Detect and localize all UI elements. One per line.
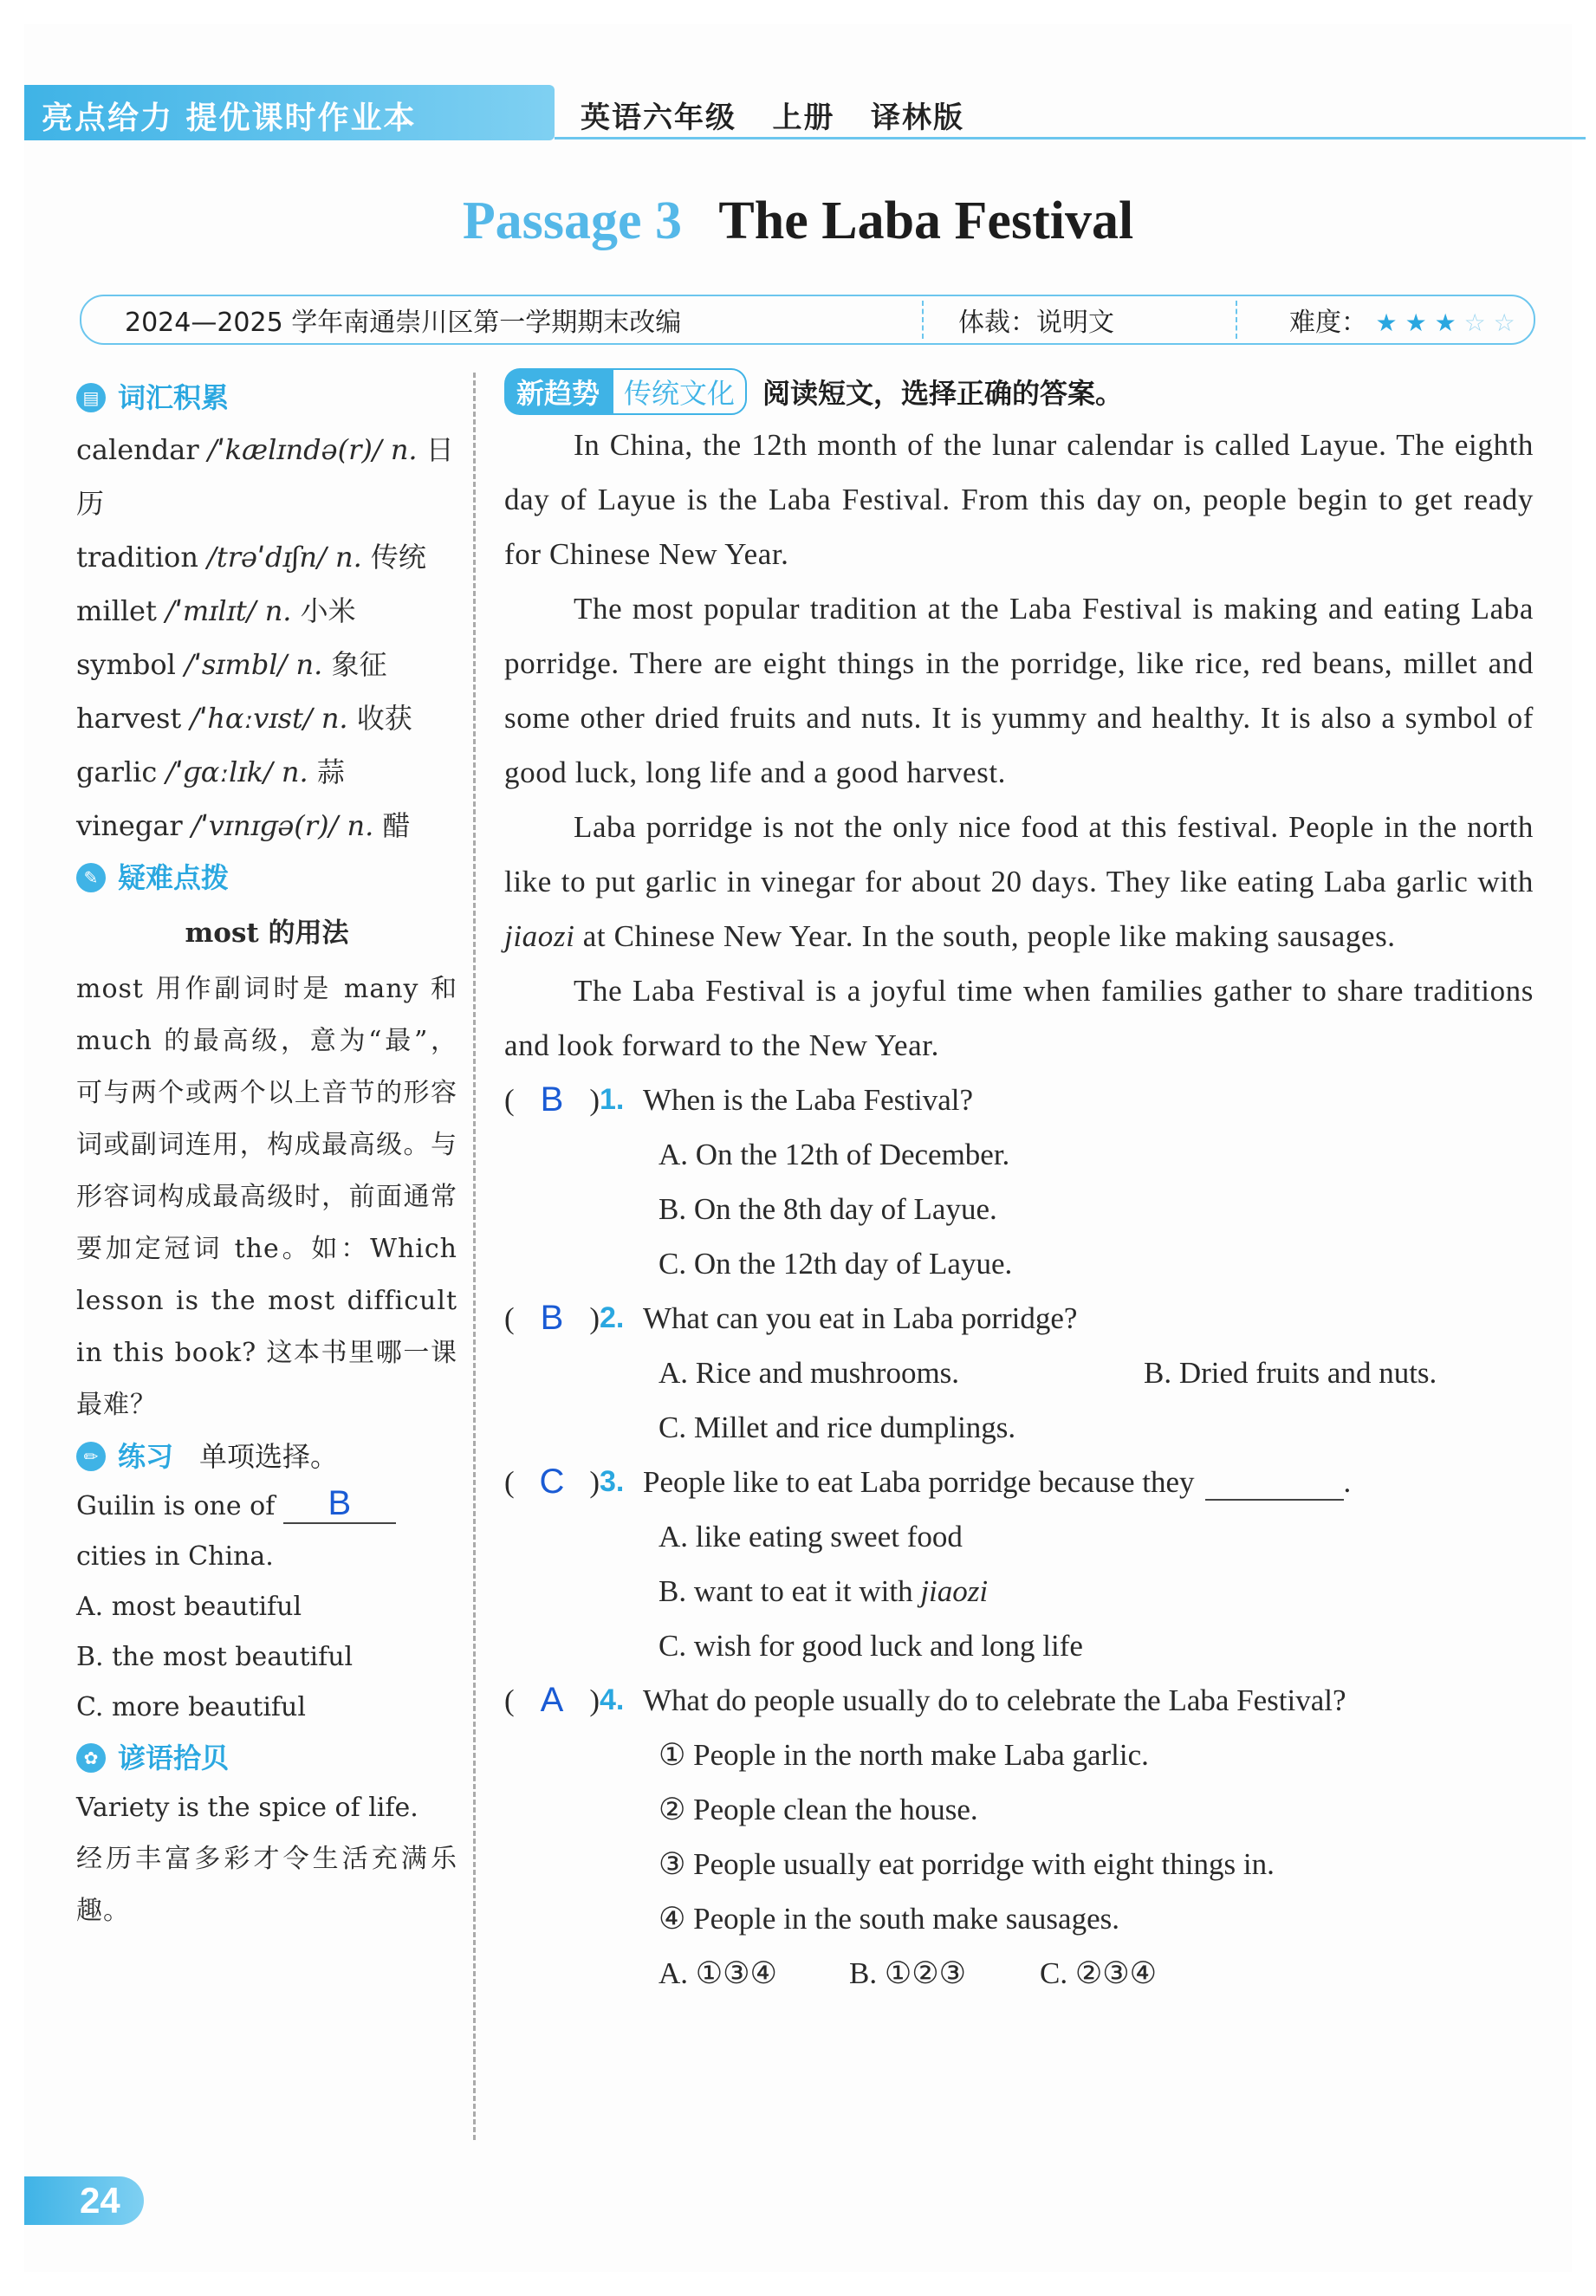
question-number: 1. [600,1083,625,1116]
question-number: 4. [600,1683,625,1716]
vocab-word: tradition [76,541,198,574]
practice-stem-before: Guilin is one of [76,1491,276,1521]
header-brand: 亮点给力 提优课时作业本 [42,101,417,136]
italic-word: jiaozi [920,1574,989,1608]
vocab-pos: n. [390,433,418,466]
practice-option: C. more beautiful [76,1692,306,1722]
vocab-meaning: 小米 [300,594,356,627]
question-list [504,1073,1534,2001]
answer-blank [1205,1464,1344,1501]
vocab-word: symbol [76,648,176,681]
tips-heading [76,853,457,903]
column-divider [473,373,476,2140]
tips-subtitle: most 的用法 [185,918,349,949]
answer-option: A. ①③④ [659,1956,777,1990]
proverb-heading-label: 谚语拾贝 [118,1741,230,1774]
passage-paragraph: The Laba Festival is a joyful time when families gather to share traditions and look forward to the New Year. [504,974,1534,1062]
option-row [504,1946,1534,2001]
vocab-meaning: 日历 [76,433,454,520]
answer-option: B. want to eat it with jiaozi [659,1574,989,1608]
question [504,1455,1534,1673]
page-title [0,191,1596,252]
header-rule [555,137,1586,139]
star-filled-icon: ★ [1375,308,1405,337]
answer-bracket: ( A ) [504,1673,600,1728]
tips-heading-label: 疑难点拨 [118,861,230,894]
reading-column [504,366,1534,2001]
reading-instruction: 阅读短文，选择正确的答案。 [762,377,1124,410]
star-empty-icon: ☆ [1493,308,1515,337]
question [504,1073,1534,1291]
difficulty-stars [1376,308,1515,338]
answer-option: C. ②③④ [1040,1956,1157,1990]
answer-option: C. On the 12th day of Layue. [659,1247,1013,1281]
answer-option: C. Millet and rice dumplings. [659,1411,1016,1444]
question-stem: When is the Laba Festival? [643,1083,973,1117]
answer-mark: B [540,1080,564,1119]
practice-stem [76,1482,457,1582]
practice-option: A. most beautiful [76,1592,302,1622]
tag-topic: 传统文化 [612,368,747,415]
option-row [504,1346,1534,1400]
answer-mark: C [539,1463,565,1501]
vocab-word: garlic [76,756,158,788]
answer-bracket: ( C ) [504,1455,600,1509]
answer-option: C. wish for good luck and long life [659,1629,1083,1663]
question-statement: ③ People usually eat porridge with eight things in. [659,1847,1275,1881]
page-number: 24 [80,2180,120,2221]
vocab-item [76,584,457,638]
passage-paragraph: The most popular tradition at the Laba Festival is making and eating Laba porridge. There are eight things in the porridge, like rice, red beans, millet and some other dried fruits and nuts. It is yummy and healthy. It is also a symbol of good luck, long life and a good harvest. [504,592,1534,789]
question [504,1291,1534,1455]
difficulty-label: 难度： [1289,308,1367,338]
vocab-word: harvest [76,702,182,735]
header-subject: 英语六年级 上册 译林版 [581,101,965,135]
pencil-icon: ✏ [76,1442,106,1471]
answer-bracket: ( B ) [504,1291,600,1346]
question-stem: What do people usually do to celebrate the Laba Festival? [643,1683,1346,1717]
question-statement: ① People in the north make Laba garlic. [659,1738,1149,1772]
practice-heading [76,1431,457,1482]
question-stem: People like to eat Laba porridge because they [643,1465,1195,1499]
info-genre: 体裁：说明文 [924,301,1237,339]
reading-tag-row [504,366,1534,418]
answer-option: A. On the 12th of December. [659,1138,1010,1171]
vocab-meaning: 醋 [382,809,411,842]
practice-instruction: 单项选择。 [199,1440,339,1473]
star-empty-icon: ☆ [1463,308,1494,337]
star-filled-icon: ★ [1434,308,1464,337]
vocab-pos: n. [264,594,292,627]
pen-icon: ✎ [76,863,106,892]
proverb-chinese: 经历丰富多彩才令生活充满乐趣。 [76,1844,457,1926]
book-icon: ▤ [76,383,106,412]
vocab-pos: n. [321,702,348,735]
vocab-meaning: 蒜 [316,756,345,788]
passage-paragraph: In China, the 12th month of the lunar calendar is called Layue. The eighth day of Layue is the Laba Festival. From this day on, people begin to get ready for Chinese New Year. [504,428,1534,571]
shell-icon: ✿ [76,1743,106,1773]
vocab-pos: n. [347,809,374,842]
vocab-meaning: 传统 [370,541,426,574]
vocab-item [76,638,457,691]
vocab-pos: n. [295,648,323,681]
question-statement: ④ People in the south make sausages. [659,1902,1119,1936]
vocab-item [76,799,457,853]
vocab-item [76,530,457,584]
question-stem: What can you eat in Laba porridge? [643,1301,1078,1335]
italic-word: jiaozi [504,919,575,953]
answer-option: B. ①②③ [849,1956,966,1990]
vocab-pos: n. [281,756,308,788]
vocab-ipa: /ˈvɪnɪɡə(r)/ [191,809,339,842]
question-stem-row: ( C ) 3. People like to eat Laba porridge because they . [504,1455,1534,1509]
answer-mark: A [540,1681,564,1719]
question-stem-row [504,1073,1534,1127]
vocab-meaning: 收获 [356,702,412,735]
answer-mark: B [540,1299,564,1337]
proverb-heading [76,1733,457,1783]
vocab-ipa: /ˈmɪlɪt/ [165,594,256,627]
vocab-word: millet [76,594,157,627]
question-number: 2. [600,1301,625,1334]
vocab-item [76,691,457,745]
vocab-word: vinegar [76,809,183,842]
info-box [80,295,1535,345]
star-filled-icon: ★ [1405,308,1435,337]
info-source: 2024—2025 学年南通崇川区第一学期期末改编 [81,301,924,339]
answer-bracket: ( B ) [504,1073,600,1127]
vocab-ipa: /ˈɡɑːlɪk/ [165,756,273,788]
vocab-list [76,423,457,853]
practice-option: B. the most beautiful [76,1642,354,1672]
practice-stem-after: cities in China. [76,1541,274,1572]
answer-option: A. like eating sweet food [659,1520,963,1553]
vocab-ipa: /ˈsɪmbl/ [185,648,288,681]
vocab-heading-label: 词汇积累 [118,381,230,414]
vocab-item [76,423,457,530]
vocab-pos: n. [334,541,362,574]
question-stem-row [504,1673,1534,1728]
info-difficulty [1237,301,1515,339]
proverb-english: Variety is the spice of life. [76,1793,418,1823]
passage-number: Passage 3 [462,191,682,250]
vocab-ipa: /trəˈdɪʃn/ [207,541,327,574]
tag-new-trend: 新趋势 [504,368,612,415]
practice-heading-label: 练习 [118,1440,174,1473]
question-statement: ② People clean the house. [659,1793,978,1826]
vocab-item [76,745,457,799]
passage-title: The Laba Festival [718,191,1134,250]
practice-answer: B [283,1484,396,1524]
question-stem-row [504,1291,1534,1346]
tips-text: most 用作副词时是 many 和 much 的最高级，意为“最”，可与两个或两个以上音节的形容词或副词连用，构成最高级。与形容词构成最高级时，前面通常要加定冠词 the。如：Which lesson is the most difficult in this book? 这本书里哪一课最难？ [76,974,457,1420]
vocab-meaning: 象征 [331,648,387,681]
sidebar-column [76,373,457,1937]
passage-paragraph: Laba porridge is not the only nice food at this festival. People in the north like to put garlic in vinegar for about 20 days. They like eating Laba garlic with jiaozi at Chinese New Year. In the south, people like making sausages. [504,810,1534,953]
question [504,1673,1534,2001]
answer-option: B. On the 8th day of Layue. [659,1192,997,1226]
vocab-ipa: /ˈkælɪndə(r)/ [207,433,382,466]
answer-option: A. Rice and mushrooms. [659,1356,960,1390]
vocab-word: calendar [76,433,199,466]
vocab-heading [76,373,457,423]
vocab-ipa: /ˈhɑːvɪst/ [190,702,313,735]
answer-option: B. Dried fruits and nuts. [1144,1356,1437,1390]
question-number: 3. [600,1465,625,1498]
